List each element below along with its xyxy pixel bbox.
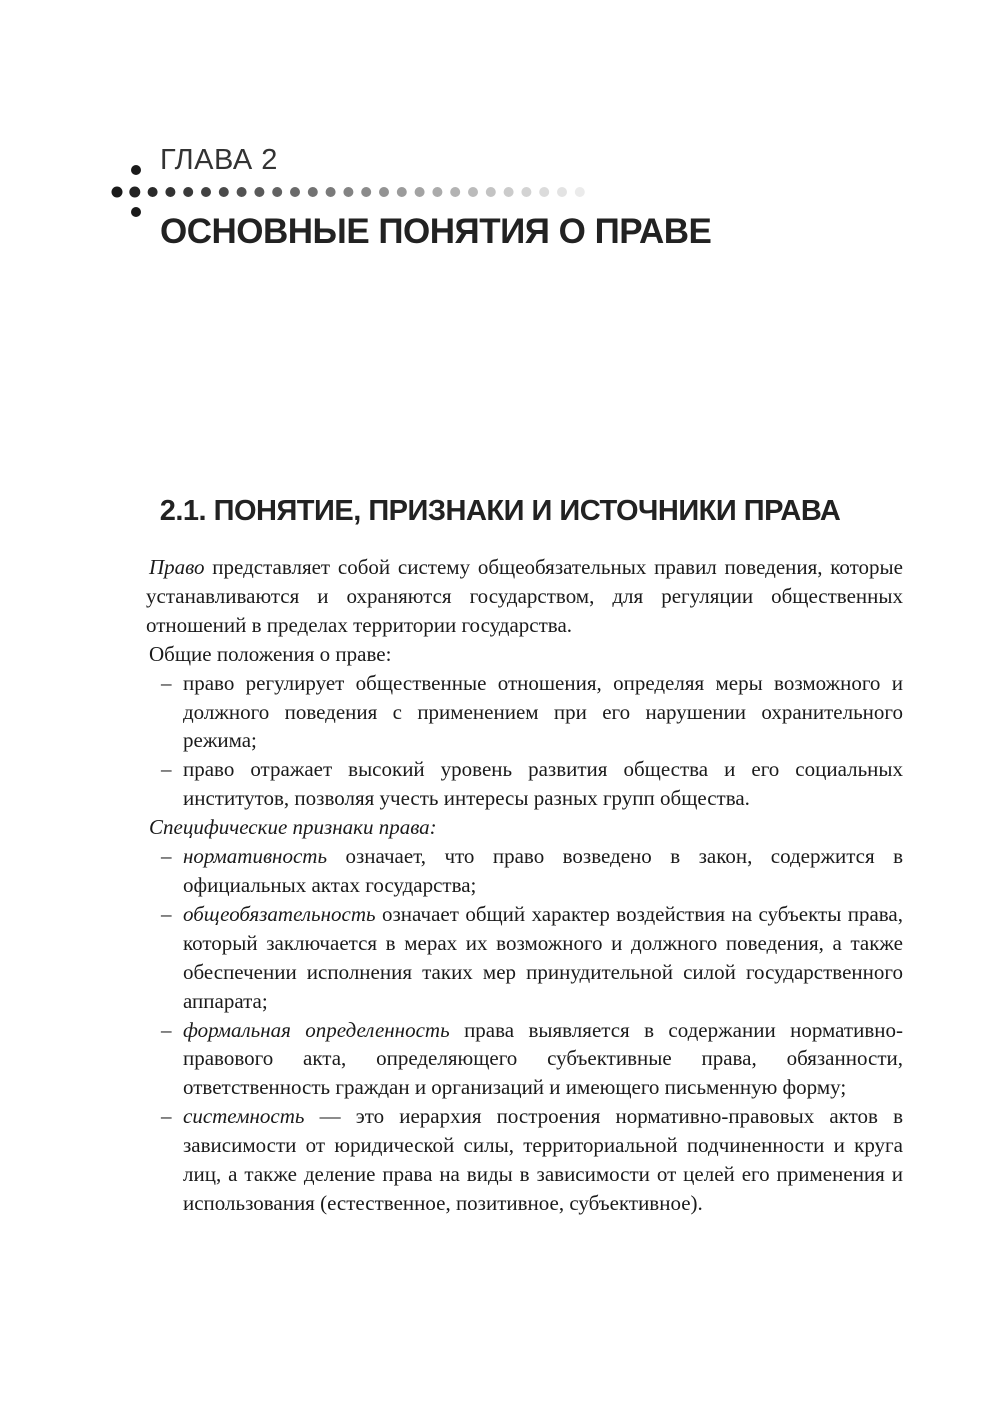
intro-text: представляет собой систему общеобязательных правил поведения, которые устанавливаются и охраняются государством, для регуляции общественных отношений в пределах территории государства. — [146, 555, 903, 637]
general-list — [146, 669, 903, 814]
dot-row-dot — [468, 187, 478, 197]
dot-row-dot — [343, 187, 353, 197]
list-item-text: право регулирует общественные отношения, определяя меры возможного и должного поведения с применением при его нарушении охранительного режима; — [183, 670, 903, 753]
list-dash: – — [161, 901, 172, 926]
specific-heading — [146, 813, 903, 842]
dot-row-dot — [504, 187, 514, 197]
dot-row-dot — [290, 187, 300, 197]
list-dash: – — [161, 757, 172, 782]
dot-row-dot — [183, 187, 193, 197]
list-item-text: означает общий характер воздействия на субъекты права, который заключается в мерах их возможного и должного поведения, а также обеспечении исполнения таких мер принудительной силой государственного аппарата; — [183, 901, 903, 1013]
body-text — [146, 553, 903, 1218]
dot-row-dot — [575, 187, 585, 197]
specific-heading-text: Специфические признаки права: — [149, 815, 437, 840]
list-item — [146, 1016, 903, 1103]
dot-row-dot — [308, 187, 318, 197]
dot-row-dot — [112, 187, 123, 198]
list-item-text: — это иерархия построения нормативно-правовых актов в зависимости от юридической силы, территориальной подчиненности и круга лиц, а также деление права на виды в зависимости от целей его применения и использования (естественное, позитивное, субъективное). — [183, 1104, 903, 1215]
list-dash: – — [161, 670, 172, 695]
dot-row-dot — [432, 187, 442, 197]
dot-row-dot — [397, 187, 407, 197]
list-item — [146, 1102, 903, 1218]
dot-row-dot — [254, 187, 264, 197]
list-item — [146, 755, 903, 813]
dot-upper — [131, 165, 141, 175]
dot-row-dot — [415, 187, 425, 197]
dot-row-dot — [486, 187, 496, 197]
list-term: нормативность — [183, 844, 328, 869]
list-term: общеобязательность — [183, 901, 376, 926]
dot-row-dot — [148, 187, 158, 197]
section-title: 2.1. ПОНЯТИЕ, ПРИЗНАКИ И ИСТОЧНИКИ ПРАВА — [159, 495, 841, 527]
dot-row-dot — [379, 187, 389, 197]
dot-row-dot — [361, 187, 371, 197]
dot-row-dot — [219, 187, 229, 197]
dot-row-dot — [201, 187, 211, 197]
chapter-title: ОСНОВНЫЕ ПОНЯТИЯ О ПРАВЕ — [160, 212, 712, 251]
list-term: формальная определенность — [183, 1017, 450, 1042]
list-item-text: означает, что право возведено в закон, содержится в официальных актах государства; — [183, 844, 903, 897]
dot-row-dot — [521, 187, 531, 197]
list-dash: – — [161, 1017, 172, 1042]
intro-paragraph — [146, 553, 903, 640]
dot-row-dot — [165, 187, 175, 197]
dot-row-dot — [129, 187, 140, 198]
list-item — [146, 669, 903, 756]
list-item-text: право отражает высокий уровень развития общества и его социальных институтов, позволяя учесть интересы разных групп общества. — [183, 757, 903, 811]
specific-list — [146, 842, 903, 1218]
list-dash: – — [161, 1104, 172, 1129]
intro-term: Право — [149, 555, 205, 579]
general-heading: Общие положения о праве: — [149, 641, 392, 666]
list-dash: – — [161, 844, 172, 869]
dot-row-dot — [272, 187, 282, 197]
list-item-text: права выявляется в содержании нормативно-правового акта, определяющего субъективные права, обязанности, ответственность граждан и организаций и имеющего письменную форму; — [183, 1017, 903, 1100]
dot-row-dot — [326, 187, 336, 197]
dot-lower — [131, 207, 141, 217]
list-term: системность — [183, 1104, 305, 1129]
list-item — [146, 900, 903, 1016]
dot-row-dot — [237, 187, 247, 197]
dot-row-dot — [557, 187, 567, 197]
chapter-label: ГЛАВА 2 — [160, 144, 278, 176]
dot-row-dot — [539, 187, 549, 197]
list-item — [146, 842, 903, 900]
dot-row-dot — [450, 187, 460, 197]
